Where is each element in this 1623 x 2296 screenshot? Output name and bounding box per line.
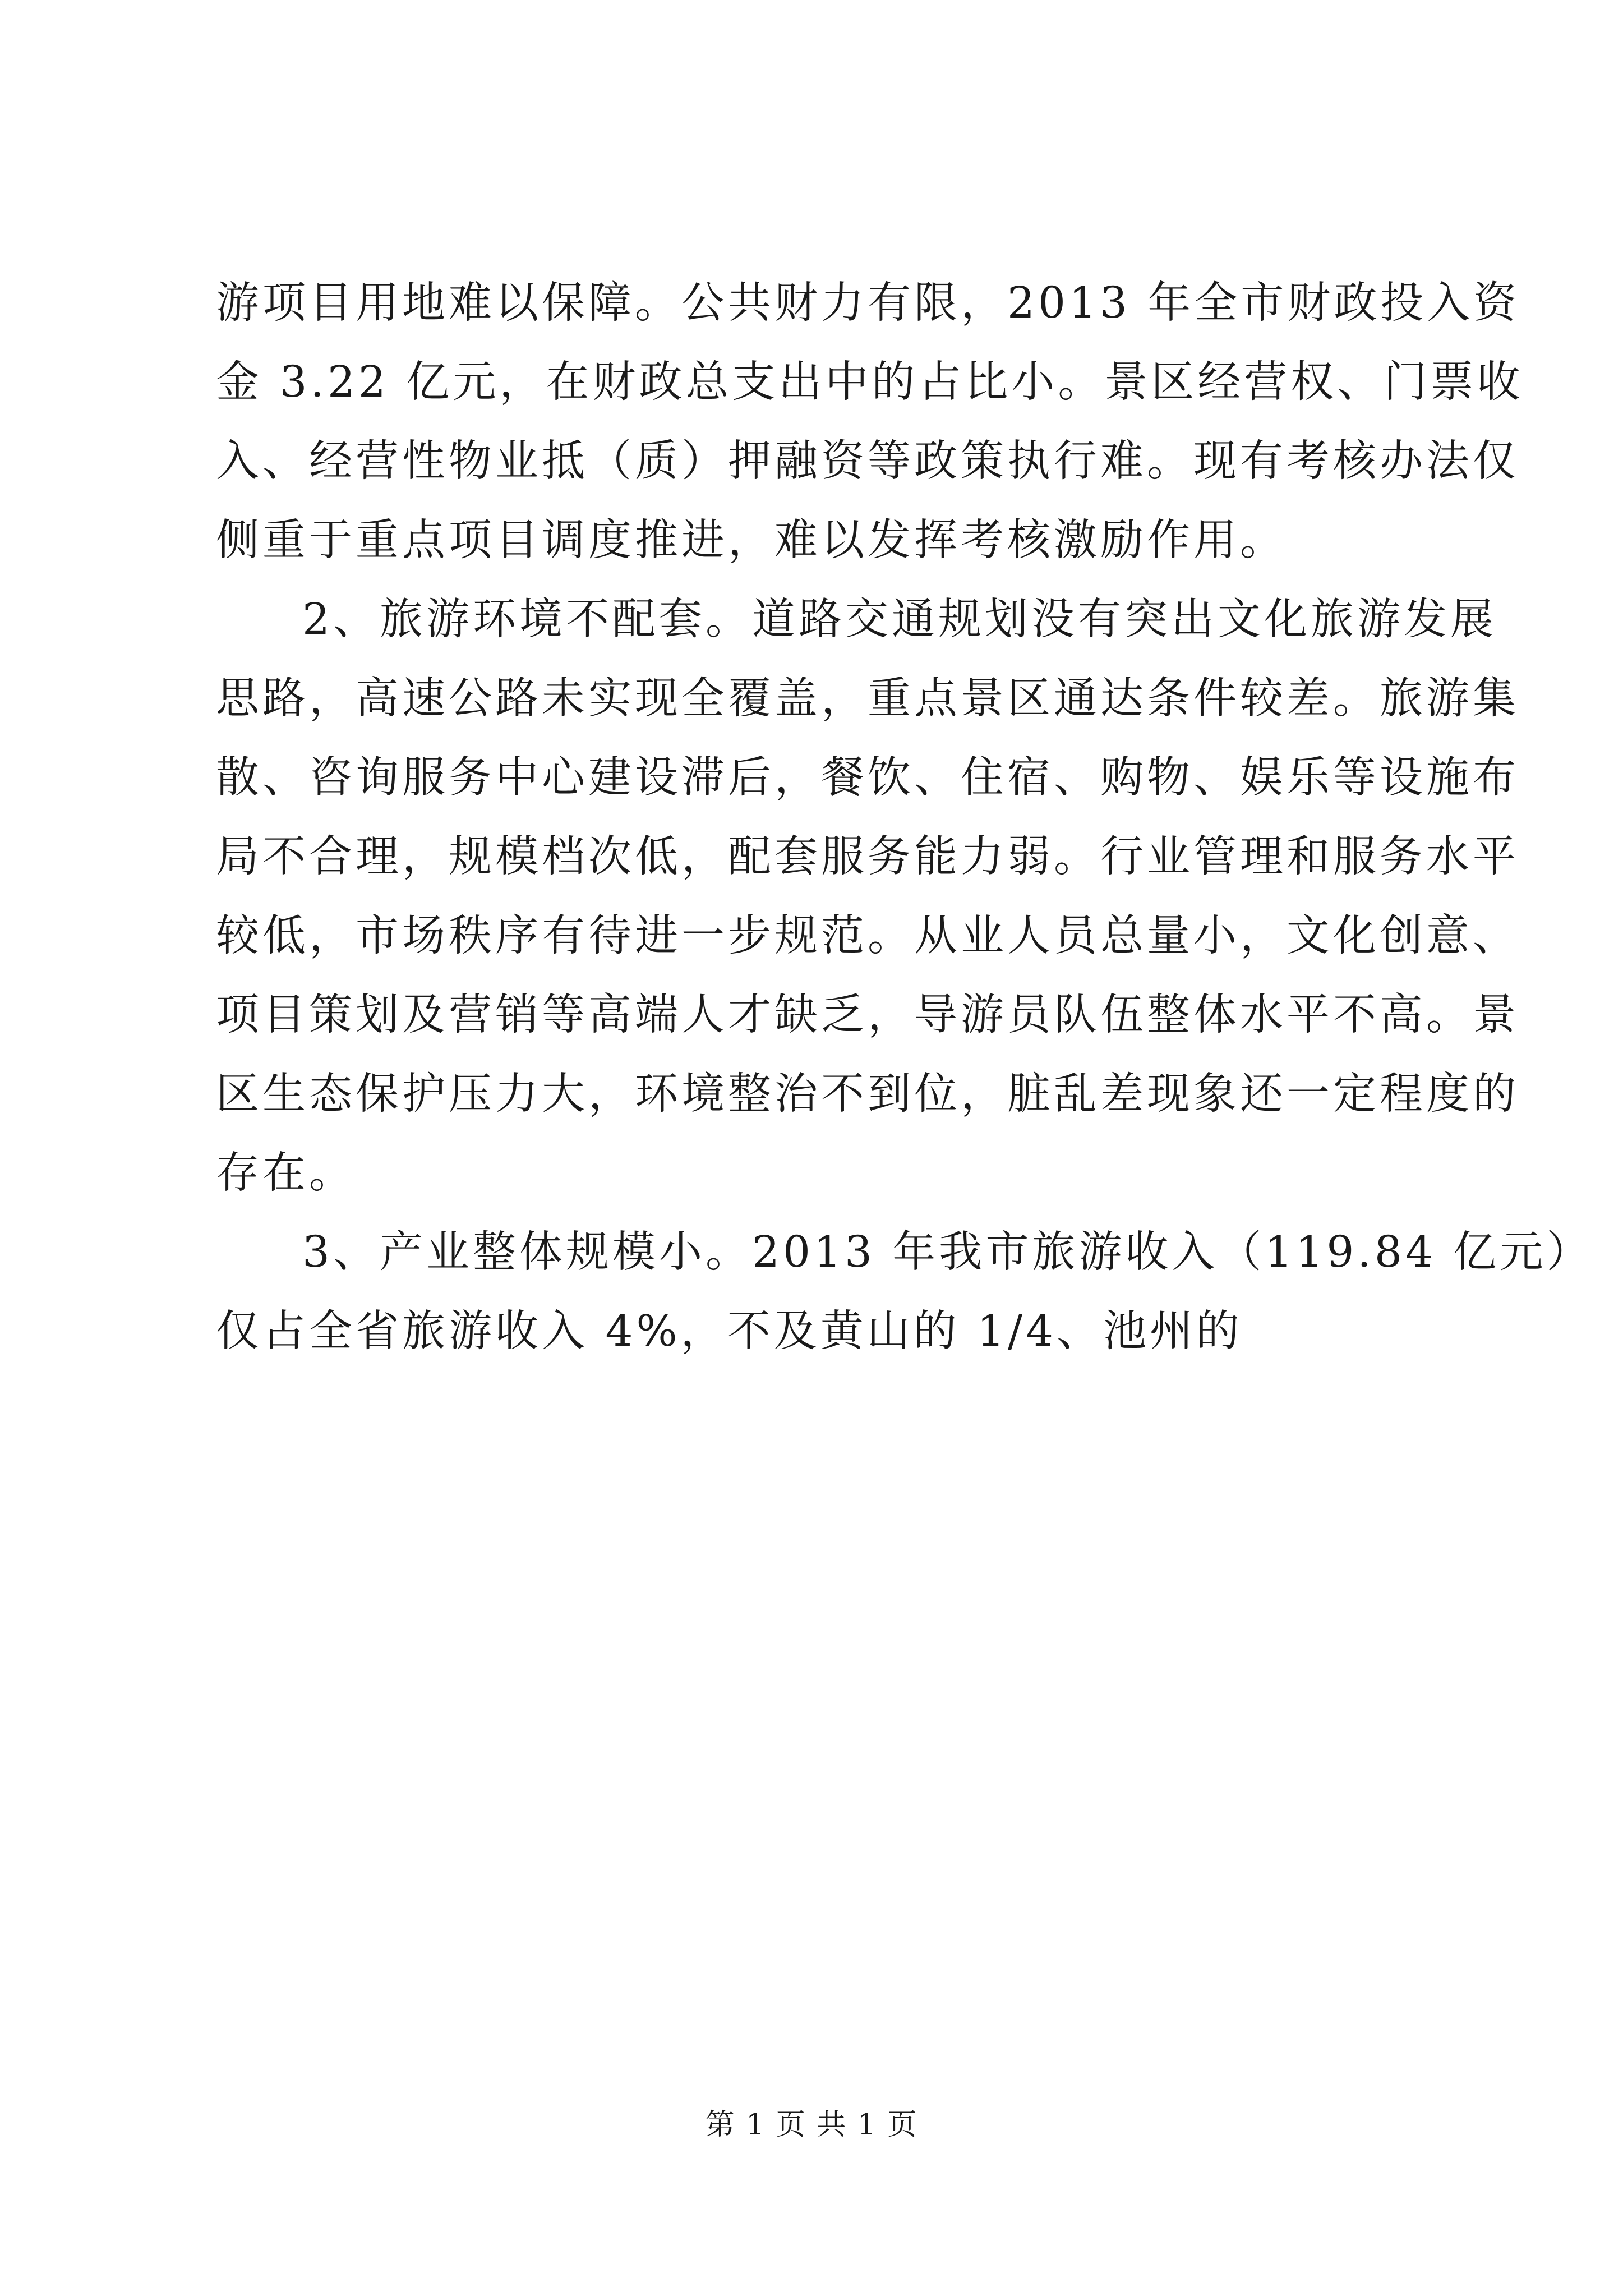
paragraph-3 [216, 1213, 1593, 1371]
text-line: 区生态保护压力大，环境整治不到位，脏乱差现象还一定程度的 [216, 1069, 1519, 1119]
text-line: 3、产业整体规模小。2013 年我市旅游收入（119.84 亿元） [302, 1227, 1593, 1277]
text-line: 金 3.22 亿元，在财政总支出中的占比小。景区经营权、门票收 [216, 357, 1524, 407]
page-footer: 第 1 页 共 1 页 [705, 2108, 918, 2142]
text-line: 项目策划及营销等高端人才缺乏，导游员队伍整体水平不高。景 [216, 990, 1519, 1040]
text-line: 较低，市场秩序有待进一步规范。从业人员总量小，文化创意、 [216, 911, 1519, 961]
text-line: 2、旅游环境不配套。道路交通规划没有突出文化旅游发展 [302, 595, 1497, 645]
text-line: 侧重于重点项目调度推进，难以发挥考核激励作用。 [216, 516, 1287, 565]
paragraph-2 [216, 580, 1519, 1213]
paragraph-1 [216, 264, 1524, 580]
text-line: 存在。 [216, 1148, 356, 1198]
document-body [216, 264, 1593, 1371]
text-line: 思路，高速公路未实现全覆盖，重点景区通达条件较差。旅游集 [216, 674, 1519, 724]
text-line: 仅占全省旅游收入 4%，不及黄山的 1/4、池州的 [216, 1306, 1243, 1356]
text-line: 游项目用地难以保障。公共财力有限，2013 年全市财政投入资 [216, 278, 1520, 328]
text-line: 局不合理，规模档次低，配套服务能力弱。行业管理和服务水平 [216, 832, 1519, 882]
text-line: 散、咨询服务中心建设滞后，餐饮、住宿、购物、娱乐等设施布 [216, 753, 1519, 803]
text-line: 入、经营性物业抵（质）押融资等政策执行难。现有考核办法仅 [216, 436, 1519, 486]
